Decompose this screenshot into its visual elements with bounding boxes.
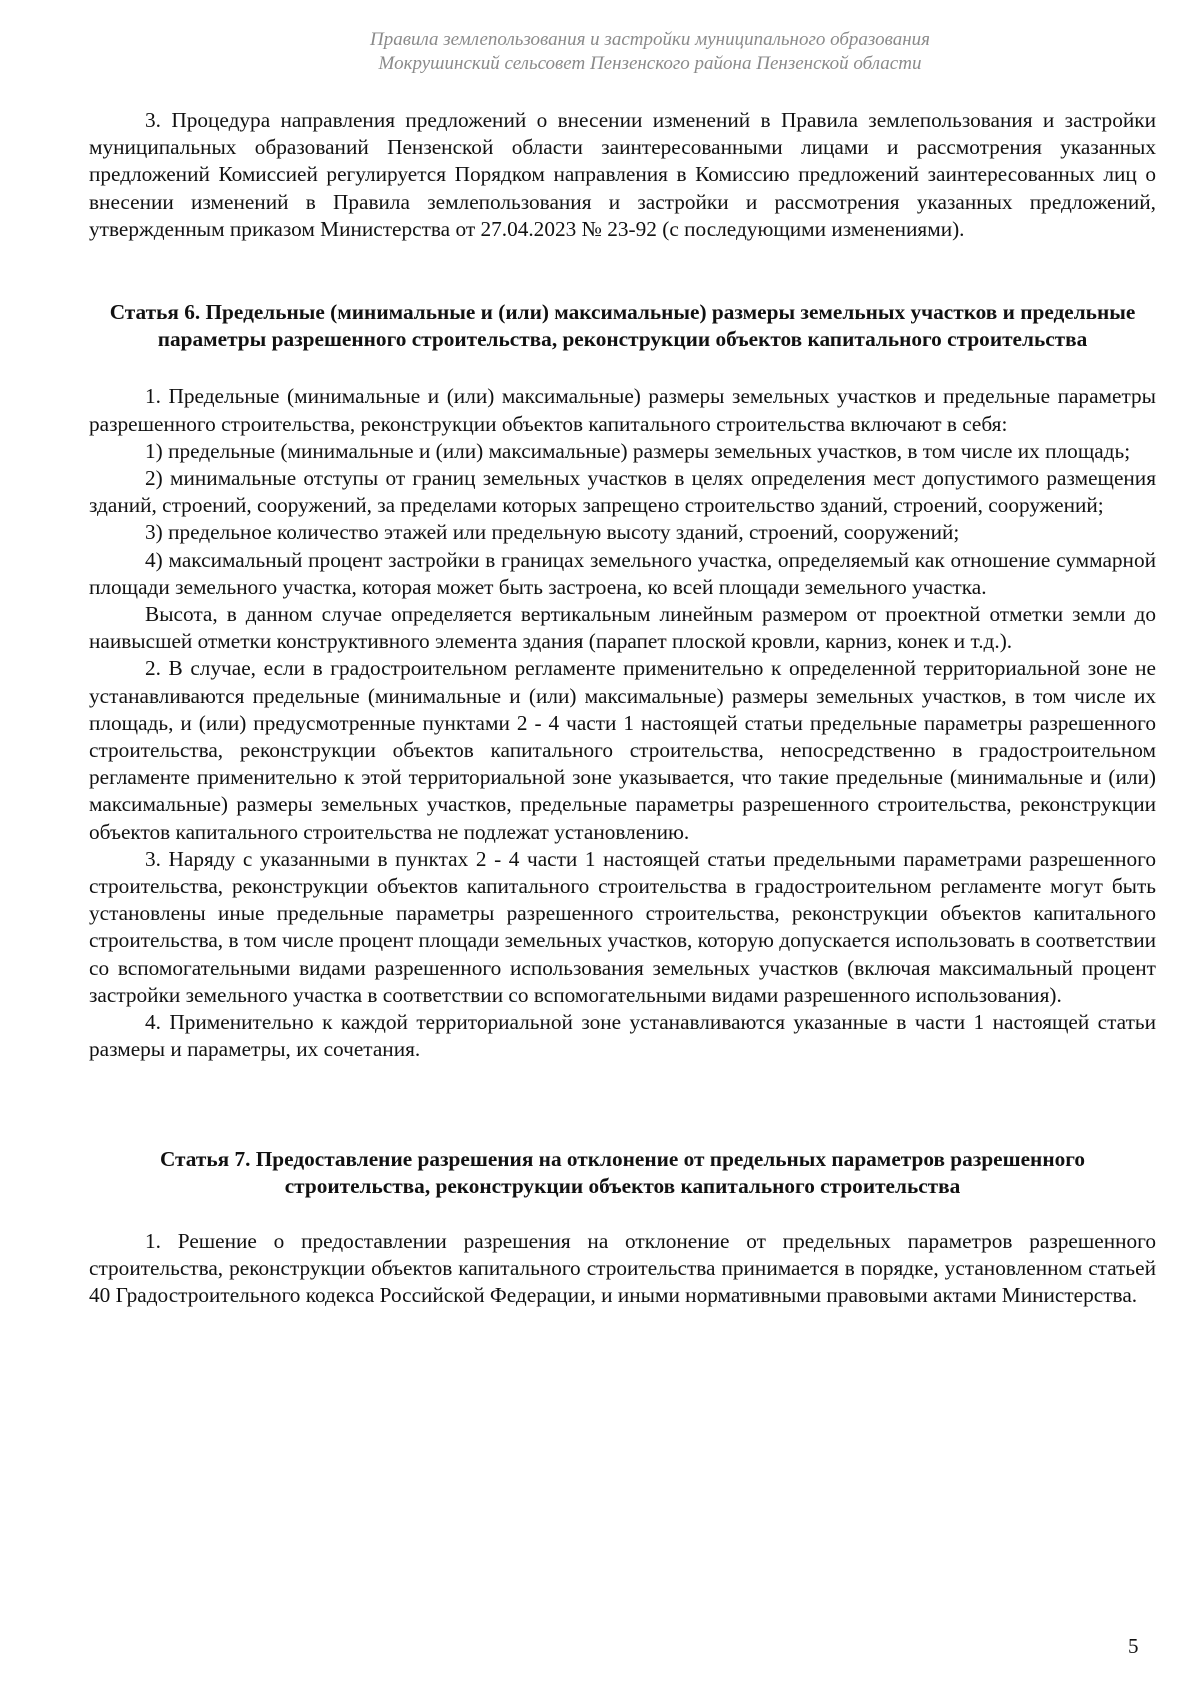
article-6-heading: Статья 6. Предельные (минимальные и (или) максимальные) размеры земельных участков и предельные параметры разрешенного строительства, реконструкции объектов капитального строительства xyxy=(109,300,1136,352)
a6-paragraph-1: 1. Предельные (минимальные и (или) максимальные) размеры земельных участков и предельные параметры разрешенного строительства, реконструкции объектов капитального строительства включают в себя: xyxy=(89,384,1156,436)
page-number: 5 xyxy=(1128,1634,1139,1658)
header-line-1: Правила землепользования и застройки муниципального образования xyxy=(370,29,930,50)
a6-item-4: 4) максимальный процент застройки в границах земельного участка, определяемый как отношение суммарной площади земельного участка, которая может быть застроена, ко всей площади земельного участка. xyxy=(89,547,1156,599)
a7-paragraph-1: 1. Решение о предоставлении разрешения на отклонение от предельных параметров разрешенного строительства, реконструкции объектов капитального строительства принимается в порядке, установленном статьей 40 Градостроительного кодекса Российской Федерации, и иными нормативными правовыми актами Министерства. xyxy=(89,1228,1156,1308)
running-header xyxy=(270,28,1030,76)
a6-height-note: Высота, в данном случае определяется вертикальным линейным размером от проектной отметки земли до наивысшей отметки конструктивного элемента здания (парапет плоской кровли, карниз, конек и т.д.). xyxy=(89,602,1156,654)
a6-paragraph-2: 2. В случае, если в градостроительном регламенте применительно к определенной территориальной зоне не устанавливаются предельные (минимальные и (или) максимальные) размеры земельных участков, в том числе их площадь, и (или) предусмотренные пунктами 2 - 4 части 1 настоящей статьи предельные параметры разрешенного строительства, реконструкции объектов капитального строительства, непосредственно в градостроительном регламенте применительно к этой территориальной зоне указывается, что такие предельные (минимальные и (или) максимальные) размеры земельных участков, предельные параметры разрешенного строительства, реконструкции объектов капитального строительства не подлежат установлению. xyxy=(89,656,1156,844)
a6-item-3: 3) предельное количество этажей или предельную высоту зданий, строений, сооружений; xyxy=(145,520,960,545)
a6-paragraph-4: 4. Применительно к каждой территориальной зоне устанавливаются указанные в части 1 настоящей статьи размеры и параметры, их сочетания. xyxy=(89,1010,1156,1062)
a6-paragraph-3: 3. Наряду с указанными в пунктах 2 - 4 части 1 настоящей статьи предельными параметрами разрешенного строительства, реконструкции объектов капитального строительства в градостроительном регламенте могут быть установлены иные предельные параметры разрешенного строительства, реконструкции объектов капитального строительства, в том числе процент площади земельных участков, которую допускается использовать в соответствии со вспомогательными видами разрешенного использования земельных участков (включая максимальный процент застройки земельного участка в соответствии со вспомогательными видами разрешенного использования). xyxy=(89,846,1156,1007)
header-line-2: Мокрушинский сельсовет Пензенского района Пензенской области xyxy=(378,53,922,74)
document-body xyxy=(89,107,1156,1310)
a6-item-2: 2) минимальные отступы от границ земельных участков в целях определения мест допустимого размещения зданий, строений, сооружений, за пределами которых запрещено строительство зданий, строений, сооружений; xyxy=(89,466,1156,518)
paragraph-3-procedure: 3. Процедура направления предложений о внесении изменений в Правила землепользования и застройки муниципальных образований Пензенской области заинтересованными лицами и рассмотрения указанных предложений Комиссией регулируется Порядком направления в Комиссию предложений заинтересованных лиц о внесении изменений в Правила землепользования и застройки и рассмотрения указанных предложений, утвержденным приказом Министерства от 27.04.2023 № 23-92 (с последующими изменениями). xyxy=(89,108,1156,241)
article-7-heading: Статья 7. Предоставление разрешения на отклонение от предельных параметров разрешенного строительства, реконструкции объектов капитального строительства xyxy=(159,1146,1086,1198)
a6-item-1: 1) предельные (минимальные и (или) максимальные) размеры земельных участков, в том числе их площадь; xyxy=(145,438,1131,463)
